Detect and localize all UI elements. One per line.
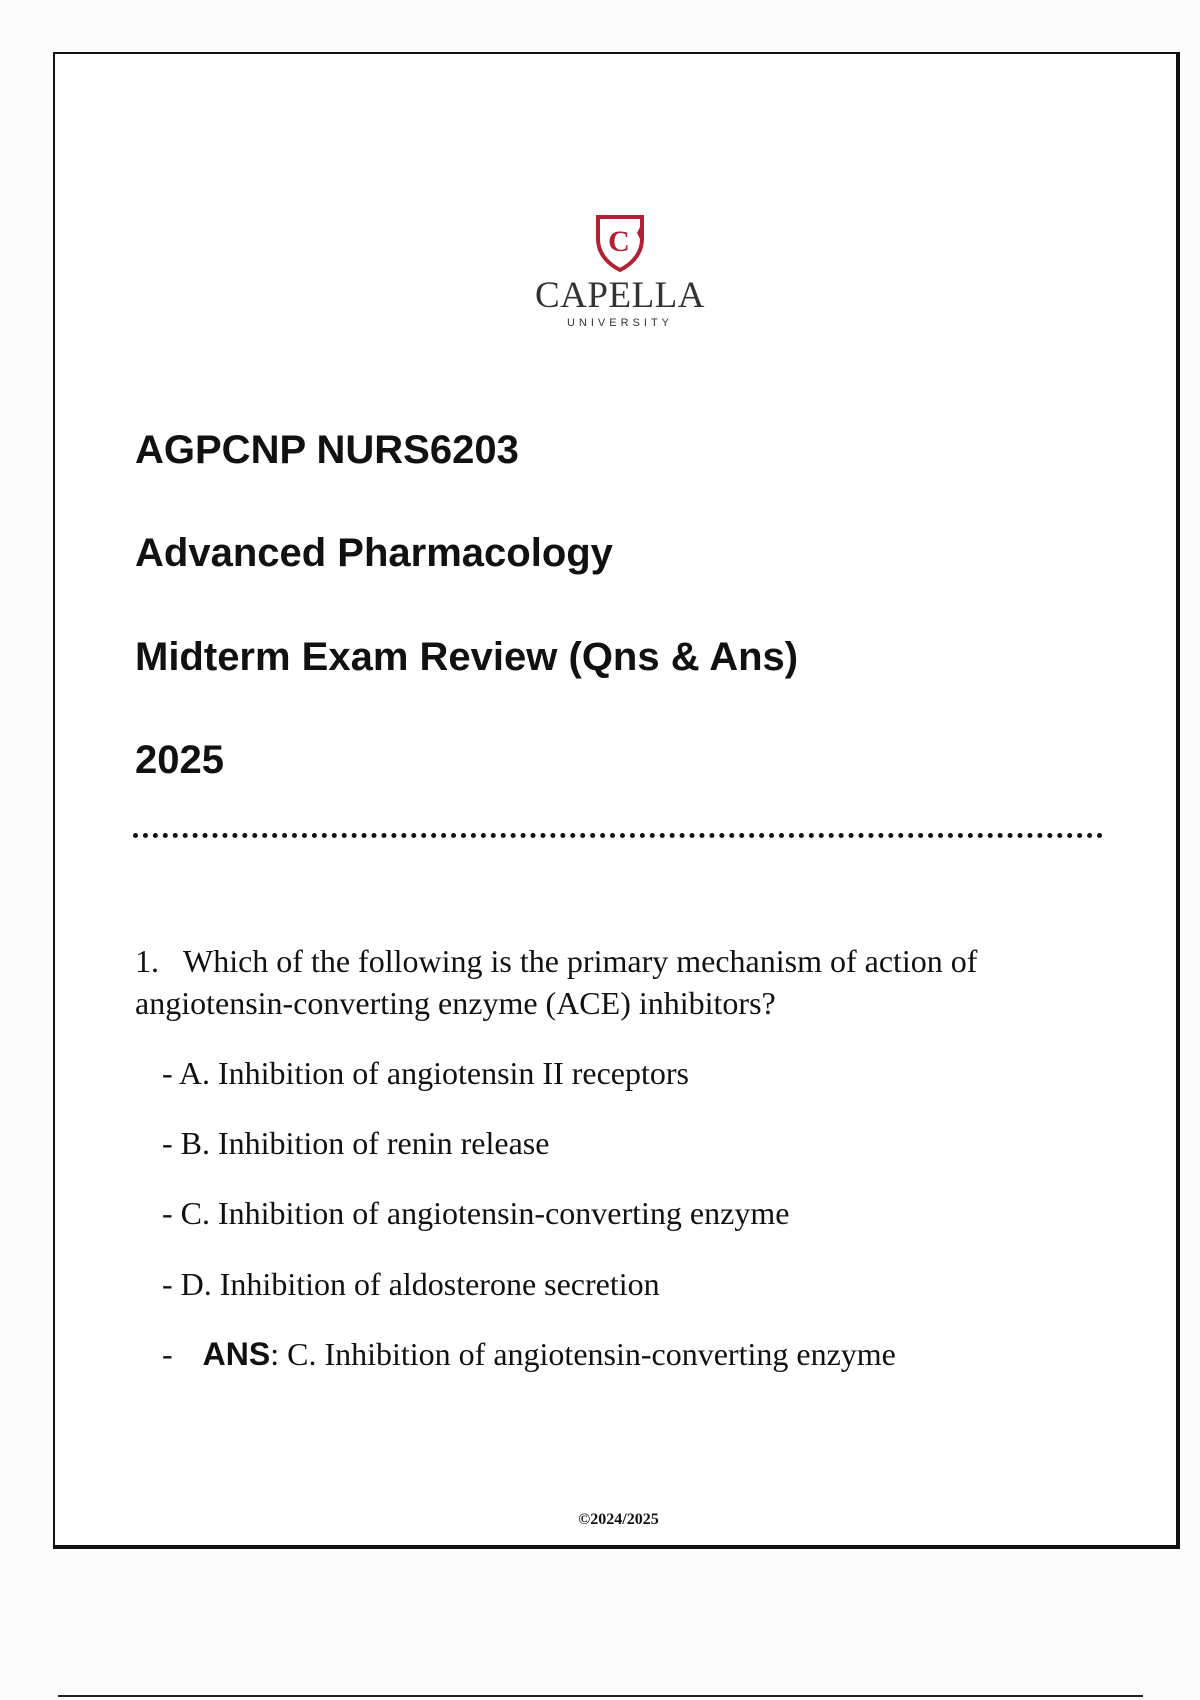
question-text [135, 940, 1105, 1024]
dotted-divider [133, 833, 1103, 838]
capella-logo [520, 213, 720, 343]
answer-dash: - [162, 1336, 173, 1372]
course-name-heading: Advanced Pharmacology [135, 531, 613, 575]
option-b: - B. Inhibition of renin release [162, 1125, 550, 1161]
year-heading: 2025 [135, 738, 224, 782]
answer-line [162, 1338, 896, 1370]
question-body: Which of the following is the primary mechanism of action of angiotensin-converting enzyme (ACE) inhibitors? [135, 943, 978, 1021]
option-c: - C. Inhibition of angiotensin-converting enzyme [162, 1195, 790, 1231]
exam-title-heading: Midterm Exam Review (Qns & Ans) [135, 635, 799, 679]
course-code-heading: AGPCNP NURS6203 [135, 428, 519, 472]
question-number: 1. [135, 943, 159, 979]
answer-label: ANS [202, 1336, 271, 1372]
shield-icon [592, 213, 648, 273]
logo-name: CAPELLA [535, 275, 705, 316]
bottom-rule [58, 1695, 1143, 1697]
option-d: - D. Inhibition of aldosterone secretion [162, 1266, 660, 1302]
copyright-footer: ©2024/2025 [578, 1511, 659, 1528]
logo-subtitle: UNIVERSITY [566, 317, 673, 329]
option-a: - A. Inhibition of angiotensin II receptors [162, 1055, 689, 1091]
answer-text: : C. Inhibition of angiotensin-converting enzyme [270, 1336, 896, 1372]
emblem-letter: C [608, 225, 630, 258]
